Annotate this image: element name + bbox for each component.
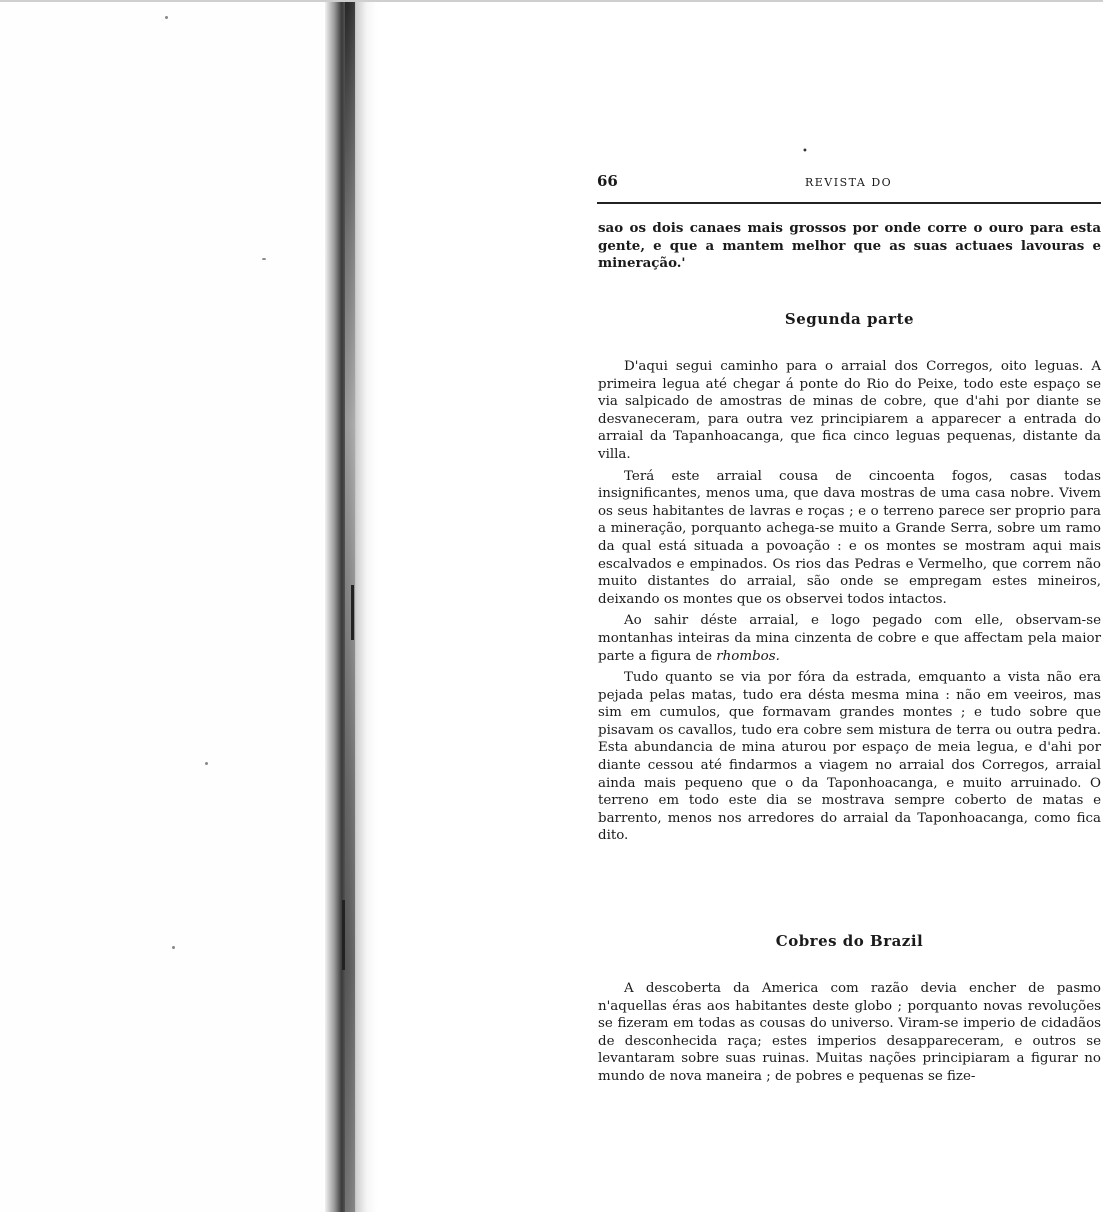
section-title-cobres-do-brazil: Cobres do Brazil	[775, 932, 924, 950]
paragraph-italic-text: rhombos.	[716, 648, 780, 664]
scan-speck	[165, 16, 168, 19]
section-body-segunda-parte	[598, 358, 1101, 845]
opening-paragraph	[598, 220, 1101, 273]
paragraph: D'aqui segui caminho para o arraial dos Corregos, oito leguas. A primeira legua até chegar á ponte do Rio do Peixe, todo este espaço se via salpicado de amostras de minas de cobre, que d'ahi por diante se desvaneceram, para outra vez principiarem a apparecer a entrada do arraial da Tapanhoacanga, que fica cinco leguas pequenas, distante da villa.	[598, 359, 1101, 462]
page-header	[597, 172, 1101, 204]
scan-speck	[172, 946, 175, 949]
page-number: 66	[597, 172, 618, 190]
paragraph: A descoberta da America com razão devia encher de pasmo n'aquellas éras aos habitantes deste globo ; porquanto novas revoluções se fizeram em todas as cousas do universo. Viram-se imperio de cidadãos de desconhecida raça; estes imperios desappareceram, e outros se levantaram sobre suas ruinas. Muitas nações principiaram a figurar no mundo de nova maneira ; de pobres e pequenas se fize-	[598, 981, 1101, 1084]
paragraph: Tudo quanto se via por fóra da estrada, emquanto a vista não era pejada pelas matas, tudo era désta mesma mina : não em veeiros, mas sim em cumulos, que formavam grandes montes ; e tudo sobre que pisavam os cavallos, tudo era cobre sem mistura de terra ou outra pedra. Esta abundancia de mina aturou por espaço de meia legua, e d'ahi por diante cessou até findarmos a viagem no arraial dos Corregos, arraial ainda mais pequeno que o da Taponhoacanga, e muito arruinado. O terreno em todo este dia se mostrava sempre coberto de matas e barrento, menos nos arredores do arraial da Taponhoacanga, como fica dito.	[598, 670, 1101, 844]
section-body-cobres-do-brazil	[598, 980, 1101, 1086]
scan-speck	[205, 762, 208, 765]
page-dot: •	[802, 146, 808, 157]
gutter-ink-mark	[351, 585, 354, 640]
gutter-ink-mark	[342, 900, 345, 970]
scan-top-edge	[0, 0, 1103, 2]
left-page-blank	[0, 0, 340, 1212]
section-title-segunda-parte: Segunda parte	[784, 310, 915, 328]
running-title: REVISTA DO	[805, 176, 893, 189]
paragraph: Terá este arraial cousa de cincoenta fogos, casas todas insignificantes, menos uma, que dava mostras de uma casa nobre. Vivem os seus habitantes de lavras e roças ; e o terreno parece ser proprio para a mineração, porquanto achega-se muito a Grande Serra, sobre um ramo da qual está situada a povoação : e os montes se mostram aqui mais escalvados e empinados. Os rios das Pedras e Vermelho, que correm não muito distantes do arraial, são onde se empregam estes mineiros, deixando os montes que os observei todos intactos.	[598, 468, 1101, 607]
paragraph-text: Ao sahir déste arraial, e logo pegado com elle, observam-se montanhas inteiras da mina cinzenta de cobre e que affectam pela maior parte a figura de	[598, 613, 1101, 664]
paragraph	[598, 612, 1101, 665]
paragraph: sao os dois canaes mais grossos por onde corre o ouro para esta gente, e que a mantem melhor que as suas actuaes lavouras e mineração.'	[598, 220, 1101, 272]
scan-speck	[262, 258, 266, 260]
